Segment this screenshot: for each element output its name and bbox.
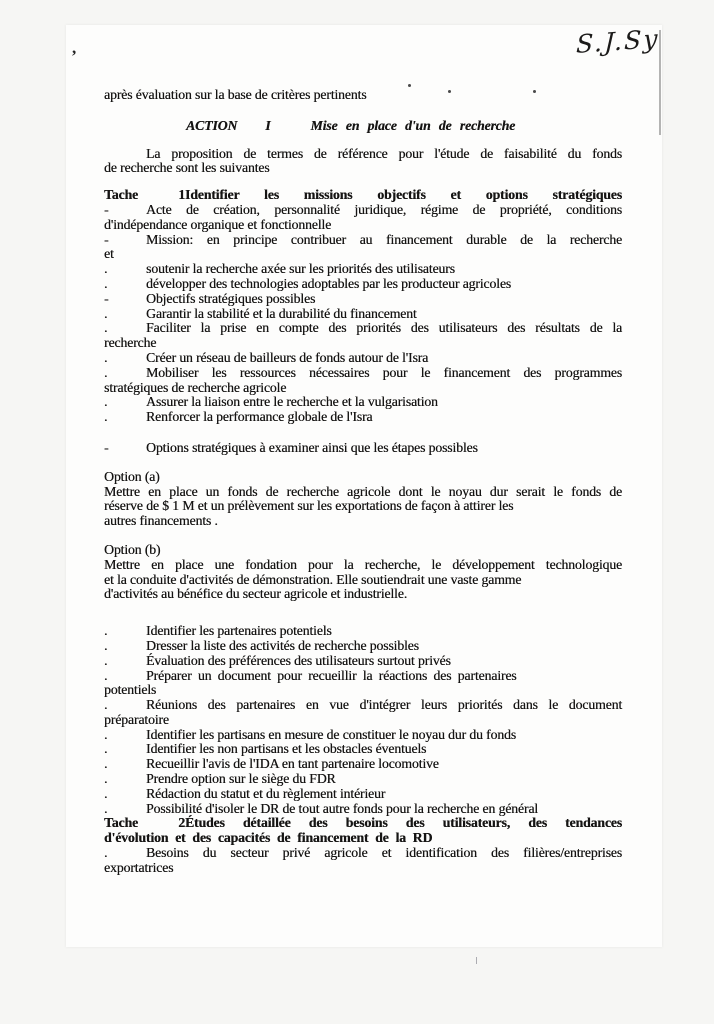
doc-line: - Acte de création, personnalité juridique, régime de propriété, conditions xyxy=(104,201,622,217)
doc-line: après évaluation sur la base de critères pertinents xyxy=(104,87,367,102)
doc-line: stratégiques de recherche agricole xyxy=(104,379,287,395)
bullet-marker: . xyxy=(104,305,108,321)
task-label: Tache 2 xyxy=(104,815,185,831)
bullet-marker: - xyxy=(104,231,109,247)
scan-speck xyxy=(533,90,536,93)
doc-line: recherche xyxy=(104,335,157,351)
heading-numeral: I xyxy=(265,117,271,133)
doc-line: Option (a) xyxy=(104,468,160,484)
heading-label: ACTION xyxy=(186,117,238,133)
doc-line: . soutenir la recherche axée sur les priorités des utilisateurs xyxy=(104,261,455,277)
doc-line: Mettre en place un fonds de recherche agricole dont le noyau dur serait le fonds de xyxy=(104,483,622,499)
document-page xyxy=(66,25,662,947)
doc-line: . Garantir la stabilité et la durabilité du financement xyxy=(104,305,417,321)
bullet-marker: . xyxy=(104,394,108,410)
doc-line: . Évaluation des préférences des utilisateurs surtout privés xyxy=(104,652,451,668)
doc-line: - Objectifs stratégiques possibles xyxy=(104,290,316,306)
bullet-marker: . xyxy=(104,364,108,380)
bullet-marker: - xyxy=(104,439,109,455)
doc-line: d'indépendance organique et fonctionnelle xyxy=(104,216,332,232)
bullet-marker: . xyxy=(104,800,108,816)
doc-line: préparatoire xyxy=(104,711,169,727)
bullet-marker: . xyxy=(104,261,108,277)
scan-speck xyxy=(476,957,477,964)
doc-line: . Identifier les non partisans et les obstacles éventuels xyxy=(104,741,427,757)
doc-line: potentiels xyxy=(104,682,157,698)
bullet-marker: . xyxy=(104,697,108,713)
bullet-marker: . xyxy=(104,623,108,639)
doc-line: . Réunions des partenaires en vue d'intégrer leurs priorités dans le document xyxy=(104,697,622,713)
bullet-marker: . xyxy=(104,667,108,683)
bullet-marker: . xyxy=(104,741,108,757)
bullet-marker: - xyxy=(104,290,109,306)
doc-line: autres financements . xyxy=(104,513,218,529)
task-heading-line: Tache 2Études détaillée des besoins des utilisateurs, des tendances xyxy=(104,815,622,831)
scan-speck xyxy=(448,90,451,93)
bullet-marker: . xyxy=(104,652,108,668)
handwritten-initials: S.J.Sy xyxy=(575,23,660,59)
bullet-marker: . xyxy=(104,320,108,336)
doc-line: . Dresser la liste des activités de recherche possibles xyxy=(104,637,419,653)
doc-line: . Possibilité d'isoler le DR de tout autre fonds pour la recherche en général xyxy=(104,800,538,816)
task-label: Tache 1 xyxy=(104,187,185,203)
bullet-marker: . xyxy=(104,756,108,772)
task-heading-line: d'évolution et des capacités de financement de la RD xyxy=(104,830,433,846)
doc-line: Option (b) xyxy=(104,541,161,557)
section-heading xyxy=(186,119,622,134)
doc-line: . Recueillir l'avis de l'IDA en tant partenaire locomotive xyxy=(104,756,439,772)
doc-line: . Rédaction du statut et du règlement intérieur xyxy=(104,785,386,801)
bullet-marker: . xyxy=(104,845,108,861)
doc-line: et xyxy=(104,246,114,262)
bullet-marker: . xyxy=(104,785,108,801)
doc-line: . Mobiliser les ressources nécessaires pour le financement des programmes xyxy=(104,364,622,380)
bullet-marker: . xyxy=(104,637,108,653)
doc-line: . Identifier les partisans en mesure de constituer le noyau dur du fonds xyxy=(104,726,516,742)
doc-line: . Préparer un document pour recueillir la réactions des partenaires xyxy=(104,667,517,683)
bullet-marker: . xyxy=(104,349,108,365)
heading-title: Mise en place d'un de recherche xyxy=(310,117,516,133)
doc-line: La proposition de termes de référence pour l'étude de faisabilité du fonds xyxy=(146,145,622,161)
doc-line: . développer des technologies adoptables par les producteur agricoles xyxy=(104,275,512,291)
doc-line: . Besoins du secteur privé agricole et identification des filières/entreprises xyxy=(104,845,622,861)
doc-line: . Faciliter la prise en compte des priorités des utilisateurs des résultats de la xyxy=(104,320,622,336)
doc-line: de recherche sont les suivantes xyxy=(104,160,270,176)
text-column xyxy=(104,88,622,876)
task-heading-line: Tache 1Identifier les missions objectifs et options stratégiques xyxy=(104,187,622,203)
doc-line: Mettre en place une fondation pour la recherche, le développement technologique xyxy=(104,556,622,572)
doc-line: - Options stratégiques à examiner ainsi que les étapes possibles xyxy=(104,439,478,455)
scan-speck xyxy=(408,84,411,87)
doc-line: . Prendre option sur le siège du FDR xyxy=(104,771,336,787)
doc-line: et la conduite d'activités de démonstration. Elle soutiendrait une vaste gamme xyxy=(104,571,522,587)
doc-line: . Identifier les partenaires potentiels xyxy=(104,623,332,639)
doc-line: d'activités au bénéfice du secteur agricole et industrielle. xyxy=(104,586,408,602)
doc-line: réserve de $ 1 M et un prélèvement sur les exportations de façon à attirer les xyxy=(104,498,514,514)
doc-line: . Renforcer la performance globale de l'Isra xyxy=(104,409,373,425)
doc-line: . Créer un réseau de bailleurs de fonds autour de l'Isra xyxy=(104,349,429,365)
doc-line: exportatrices xyxy=(104,859,174,875)
bullet-marker: - xyxy=(104,201,109,217)
bullet-marker: . xyxy=(104,409,108,425)
doc-line: . Assurer la liaison entre le recherche et la vulgarisation xyxy=(104,394,438,410)
bullet-marker: . xyxy=(104,726,108,742)
stray-comma-mark: , xyxy=(72,38,77,57)
bullet-marker: . xyxy=(104,771,108,787)
bullet-marker: . xyxy=(104,275,108,291)
doc-line: - Mission: en principe contribuer au financement durable de la recherche xyxy=(104,231,622,247)
